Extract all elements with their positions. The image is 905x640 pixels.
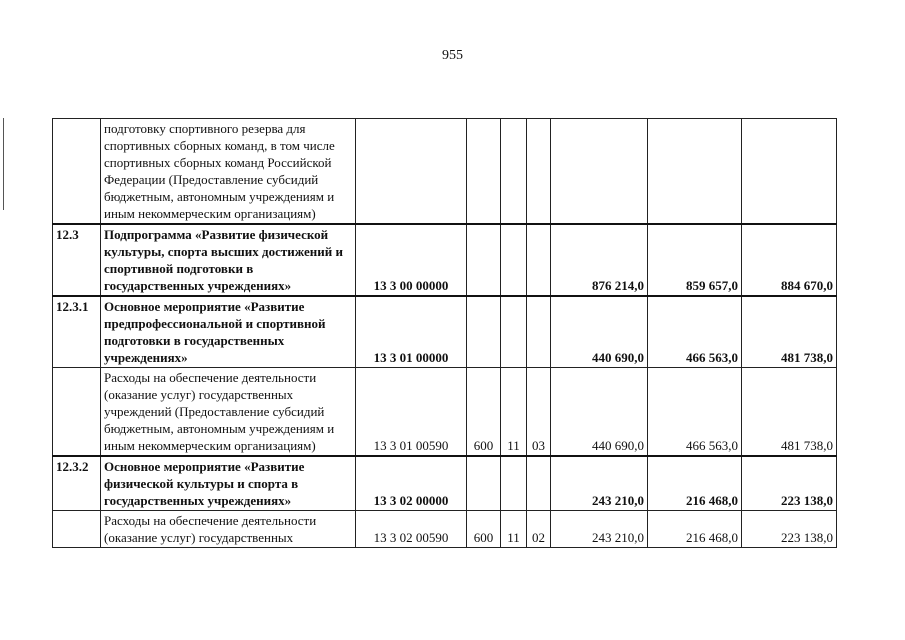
row-amount-year2: 466 563,0 [648,368,742,457]
row-number [53,511,101,548]
table-row [53,368,837,457]
table-row [53,456,837,511]
row-section [501,119,527,225]
row-amount-year1: 243 210,0 [551,456,648,511]
row-target-code: 13 3 02 00000 [356,456,467,511]
row-number: 12.3 [53,224,101,296]
row-description: подготовку спортивного резерва для спортивных сборных команд, в том числе спортивных сборных команд Российской Федерации (Предоставление субсидий бюджетным, автономным учреждениям и иным некоммерческим организациям) [101,119,356,225]
row-amount-year3 [742,119,837,225]
row-number [53,119,101,225]
row-description: Расходы на обеспечение деятельности (оказание услуг) государственных [101,511,356,548]
row-expense-type: 600 [467,511,501,548]
row-amount-year3: 223 138,0 [742,511,837,548]
row-amount-year3: 481 738,0 [742,296,837,368]
row-amount-year2: 216 468,0 [648,456,742,511]
row-expense-type [467,224,501,296]
row-expense-type [467,296,501,368]
row-description: Расходы на обеспечение деятельности (оказание услуг) государственных учреждений (Предоставление субсидий бюджетным, автономным учреждениям и иным некоммерческим организациям) [101,368,356,457]
row-number: 12.3.2 [53,456,101,511]
row-amount-year1: 243 210,0 [551,511,648,548]
row-section: 11 [501,368,527,457]
row-section: 11 [501,511,527,548]
row-section [501,296,527,368]
row-amount-year2 [648,119,742,225]
row-subsection [527,224,551,296]
row-subsection: 03 [527,368,551,457]
row-target-code: 13 3 00 00000 [356,224,467,296]
row-target-code: 13 3 01 00000 [356,296,467,368]
row-amount-year1: 876 214,0 [551,224,648,296]
row-amount-year2: 859 657,0 [648,224,742,296]
row-subsection [527,119,551,225]
row-amount-year2: 466 563,0 [648,296,742,368]
row-expense-type: 600 [467,368,501,457]
row-expense-type [467,456,501,511]
row-amount-year3: 481 738,0 [742,368,837,457]
row-description: Основное мероприятие «Развитие физической культуры и спорта в государственных учреждениях» [101,456,356,511]
table-row [53,119,837,225]
row-section [501,456,527,511]
row-amount-year1: 440 690,0 [551,368,648,457]
scan-edge-line [3,118,4,210]
row-description: Подпрограмма «Развитие физической культуры, спорта высших достижений и спортивной подготовки в государственных учреждениях» [101,224,356,296]
row-subsection: 02 [527,511,551,548]
budget-table [52,118,837,548]
page-number: 955 [442,48,463,63]
row-number: 12.3.1 [53,296,101,368]
row-amount-year2: 216 468,0 [648,511,742,548]
row-amount-year3: 884 670,0 [742,224,837,296]
row-amount-year1 [551,119,648,225]
row-target-code: 13 3 02 00590 [356,511,467,548]
row-subsection [527,296,551,368]
row-target-code: 13 3 01 00590 [356,368,467,457]
table-row [53,296,837,368]
row-number [53,368,101,457]
row-subsection [527,456,551,511]
table-row [53,511,837,548]
row-amount-year1: 440 690,0 [551,296,648,368]
row-description: Основное мероприятие «Развитие предпрофессиональной и спортивной подготовки в государственных учреждениях» [101,296,356,368]
table-row [53,224,837,296]
row-section [501,224,527,296]
row-target-code [356,119,467,225]
row-amount-year3: 223 138,0 [742,456,837,511]
row-expense-type [467,119,501,225]
